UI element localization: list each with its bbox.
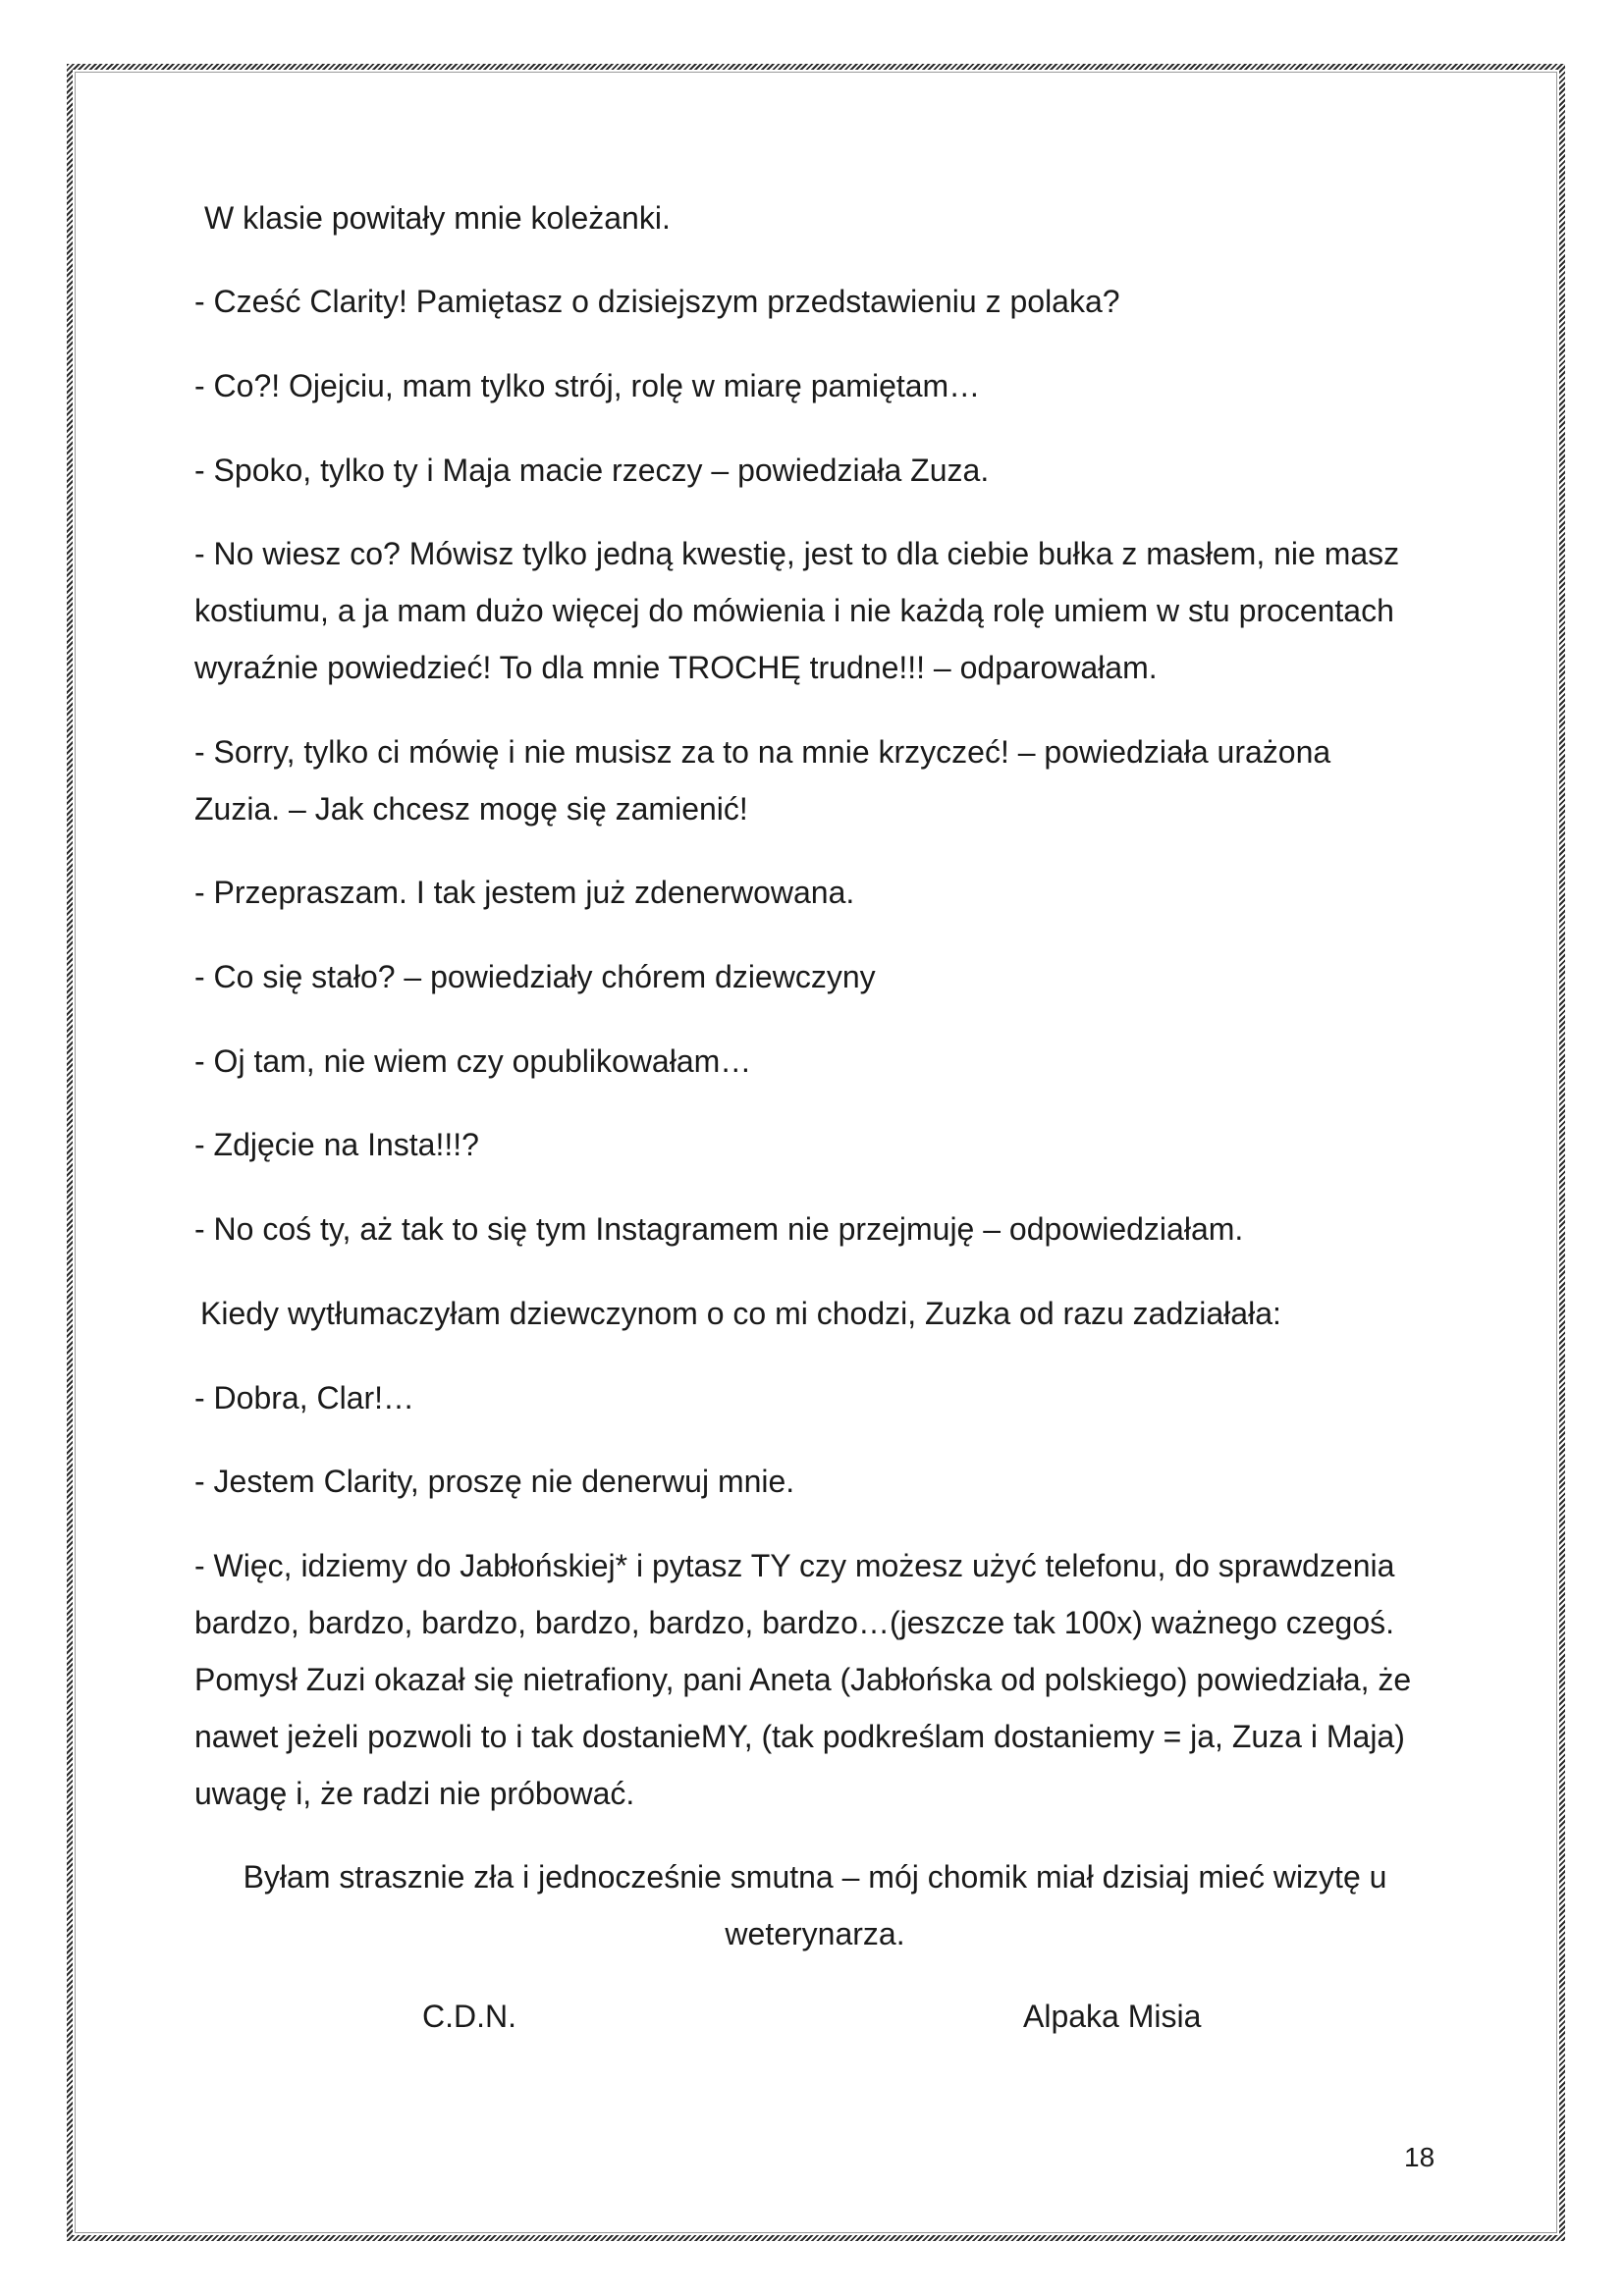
paragraph-7: - Przepraszam. I tak jestem już zdenerwowana. [194, 875, 855, 910]
paragraph-3: - Co?! Ojejciu, mam tylko strój, rolę w miarę pamiętam… [194, 368, 981, 403]
paragraph-9: - Oj tam, nie wiem czy opublikowałam… [194, 1043, 752, 1079]
author-signature: Alpaka Misia [1023, 1999, 1202, 2034]
continued-label: C.D.N. [422, 1999, 516, 2034]
paragraph-11: - No coś ty, aż tak to się tym Instagramem nie przejmuję – odpowiedziałam. [194, 1211, 1244, 1247]
paragraph-10: - Zdjęcie na Insta!!!? [194, 1127, 479, 1162]
paragraph-5: - No wiesz co? Mówisz tylko jedną kwestię, jest to dla ciebie bułka z masłem, nie masz kostiumu, a ja mam dużo więcej do mówienia i nie każdą rolę umiem w stu procentach wyraźnie powiedzieć! To dla mnie TROCHĘ trudne!!! – odparowałam. [194, 536, 1400, 685]
paragraph-14: - Jestem Clarity, proszę nie denerwuj mnie. [194, 1464, 795, 1499]
paragraph-2: - Cześć Clarity! Pamiętasz o dzisiejszym przedstawieniu z polaka? [194, 284, 1120, 319]
paragraph-6: - Sorry, tylko ci mówię i nie musisz za to na mnie krzyczeć! – powiedziała urażona Zuzia. – Jak chcesz mogę się zamienić! [194, 734, 1331, 827]
paragraph-4: - Spoko, tylko ty i Maja macie rzeczy – powiedziała Zuza. [194, 453, 990, 488]
paragraph-15: - Więc, idziemy do Jabłońskiej* i pytasz TY czy możesz użyć telefonu, do sprawdzenia bardzo, bardzo, bardzo, bardzo, bardzo, bardzo…(jeszcze tak 100x) ważnego czegoś. Pomysł Zuzi okazał się nietrafiony, pani Aneta (Jabłońska od polskiego) powiedziała, że nawet jeżeli pozwoli to i tak dostanieMY, (tak podkreślam dostaniemy = ja, Zuza i Maja) uwagę i, że radzi nie próbować. [194, 1548, 1412, 1811]
paragraph-13: - Dobra, Clar!… [194, 1380, 415, 1415]
paragraph-12: Kiedy wytłumaczyłam dziewczynom o co mi chodzi, Zuzka od razu zadziałała: [200, 1296, 1281, 1331]
page-number: 18 [1404, 2142, 1435, 2172]
paragraph-16: Byłam strasznie zła i jednocześnie smutna – mój chomik miał dzisiaj mieć wizytę u weterynarza. [243, 1859, 1387, 1951]
paragraph-1: W klasie powitały mnie koleżanki. [204, 200, 671, 236]
paragraph-8: - Co się stało? – powiedziały chórem dziewczyny [194, 959, 876, 994]
